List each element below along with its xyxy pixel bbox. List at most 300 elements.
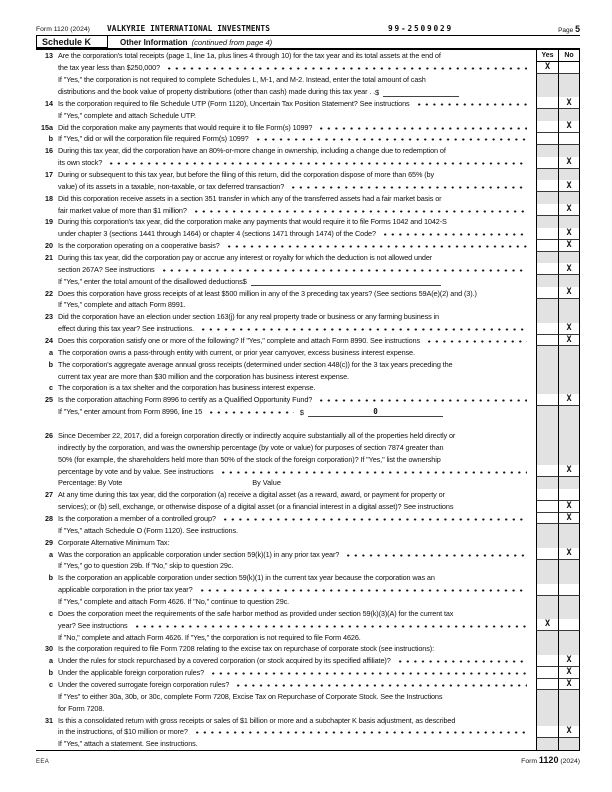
question-number: 24 <box>45 336 53 346</box>
question-number: b <box>48 668 53 678</box>
question-text: During this tax year, did the corporation have an 80%-or-more change in ownership, including a change due to redemption of <box>58 146 446 156</box>
yes-checkbox-cell[interactable] <box>536 513 558 525</box>
question-body <box>53 644 536 653</box>
question-body <box>53 383 536 392</box>
no-checkbox-cell <box>558 596 580 608</box>
yes-checkbox-cell <box>536 86 558 98</box>
yes-checkbox-cell[interactable] <box>536 489 558 501</box>
question-row <box>36 62 580 74</box>
question-text: If "Yes," complete and attach Form 4626. If "No," continue to question 29c. <box>58 596 290 606</box>
question-row <box>36 560 580 572</box>
no-checkbox-cell <box>558 441 580 453</box>
dot-leader <box>222 471 527 474</box>
question-body <box>53 348 536 357</box>
x-mark: X <box>566 121 572 132</box>
question-text: During this tax year, did the corporation pay or accrue any interest or royalty for which the deduction is not allowed under <box>58 253 433 263</box>
no-checkbox-cell[interactable] <box>558 121 580 133</box>
no-checkbox-cell <box>558 536 580 548</box>
yes-checkbox-cell[interactable] <box>536 619 558 631</box>
question-row <box>36 323 580 335</box>
question-number: b <box>48 134 53 144</box>
dollar-sign: $ <box>299 407 304 417</box>
question-row <box>36 275 580 287</box>
yes-checkbox-cell[interactable] <box>536 394 558 406</box>
yes-header: Yes <box>536 50 558 62</box>
ein-number: 99-2509029 <box>388 24 453 33</box>
yes-checkbox-cell[interactable] <box>536 121 558 133</box>
question-text: Is this a consolidated return with gross receipts or sales of $1 billion or more and a subchapter K basis adjustment, as described <box>58 715 456 725</box>
question-text: effect during this tax year? See instructions. <box>58 324 194 334</box>
no-checkbox-cell <box>558 418 580 430</box>
question-row <box>36 86 580 98</box>
yes-checkbox-cell[interactable] <box>536 133 558 145</box>
no-checkbox-cell <box>558 216 580 228</box>
yes-checkbox-cell[interactable] <box>536 465 558 477</box>
question-number: 15a <box>41 122 53 132</box>
yes-checkbox-cell[interactable] <box>536 240 558 252</box>
question-row <box>36 180 580 192</box>
form-footer-label <box>521 755 580 765</box>
question-body <box>53 680 536 689</box>
question-body <box>53 585 536 594</box>
yes-checkbox-cell <box>536 252 558 264</box>
question-body <box>53 633 536 642</box>
question-body <box>53 609 536 618</box>
question-body <box>53 727 536 736</box>
yes-checkbox-cell <box>536 643 558 655</box>
question-body <box>53 561 536 570</box>
question-text: Under the applicable foreign corporation rules? <box>58 668 205 678</box>
no-checkbox-cell <box>558 358 580 370</box>
dot-leader <box>292 186 527 189</box>
question-number: a <box>49 549 53 559</box>
no-checkbox-cell[interactable] <box>558 394 580 406</box>
question-number: a <box>49 347 53 357</box>
no-checkbox-cell <box>558 406 580 418</box>
no-checkbox-cell <box>558 738 580 750</box>
dot-leader <box>347 554 527 557</box>
question-text: distributions and the book value of property distributions (other than cash) made during this tax year . . <box>58 87 376 96</box>
dot-leader <box>210 411 294 414</box>
no-checkbox-cell <box>558 607 580 619</box>
x-mark: X <box>566 228 572 239</box>
no-checkbox-cell[interactable] <box>558 513 580 525</box>
question-row <box>36 287 580 299</box>
dot-leader <box>136 625 527 628</box>
x-mark: X <box>566 322 572 333</box>
yes-checkbox-cell <box>536 631 558 643</box>
x-mark: X <box>566 180 572 191</box>
question-row <box>36 513 580 525</box>
question-row <box>36 726 580 738</box>
question-text: indirectly by the corporation, and was the ownership percentage (by vote or value) for purposes of section 7874 greater than <box>58 442 444 452</box>
yes-checkbox-cell[interactable] <box>536 157 558 169</box>
x-mark: X <box>566 287 572 298</box>
x-mark: X <box>544 619 551 630</box>
no-checkbox-cell[interactable] <box>558 240 580 252</box>
form-id-label: Form 1120 (2024) <box>36 26 90 33</box>
yes-checkbox-cell[interactable] <box>536 263 558 275</box>
question-number: 17 <box>45 170 53 180</box>
question-number: b <box>48 359 53 369</box>
question-row <box>36 252 580 264</box>
no-checkbox-cell[interactable] <box>558 501 580 513</box>
no-checkbox-cell <box>558 145 580 157</box>
no-checkbox-cell[interactable] <box>558 335 580 347</box>
dot-leader <box>399 660 527 663</box>
schedule-title: Other Information <box>120 37 188 47</box>
dot-leader <box>163 269 527 272</box>
question-number: c <box>49 679 53 689</box>
question-row <box>36 382 580 394</box>
question-body <box>53 502 536 511</box>
question-number: c <box>49 383 53 393</box>
question-row <box>36 702 580 714</box>
question-row <box>36 169 580 181</box>
question-number: 30 <box>45 644 53 654</box>
question-row <box>36 667 580 679</box>
yes-checkbox-cell[interactable] <box>536 726 558 738</box>
page-number <box>558 24 580 34</box>
yes-checkbox-cell <box>536 453 558 465</box>
question-row <box>36 240 580 252</box>
no-header: No <box>558 50 580 62</box>
x-mark: X <box>566 263 572 274</box>
question-body <box>53 514 536 523</box>
yes-checkbox-cell <box>536 536 558 548</box>
question-row <box>36 335 580 347</box>
question-row <box>36 441 580 453</box>
no-checkbox-cell[interactable] <box>558 97 580 109</box>
no-checkbox-cell[interactable] <box>558 655 580 667</box>
amount-entry <box>300 407 443 417</box>
dot-leader <box>168 67 527 70</box>
question-text: If "Yes," did or will the corporation file required Form(s) 1099? <box>58 134 249 144</box>
question-row <box>36 216 580 228</box>
question-body <box>53 704 536 713</box>
dot-leader <box>195 210 527 213</box>
question-body <box>53 490 536 499</box>
x-mark: X <box>566 655 572 665</box>
no-checkbox-cell[interactable] <box>558 465 580 477</box>
question-body <box>53 194 536 203</box>
no-checkbox-cell[interactable] <box>558 263 580 275</box>
no-checkbox-cell[interactable] <box>558 62 580 74</box>
yes-checkbox-cell <box>536 738 558 750</box>
question-row <box>36 192 580 204</box>
question-text: 50% (for example, the shareholders held more than 50% of the stock of the foreign corporation)? If "Yes," list the ownership <box>58 454 441 464</box>
dot-leader <box>202 328 527 331</box>
dollar-sign: $ <box>242 277 247 287</box>
question-row <box>36 643 580 655</box>
yes-checkbox-cell[interactable] <box>536 501 558 513</box>
no-checkbox-cell <box>558 74 580 86</box>
taxpayer-name: VALKYRIE INTERNATIONAL INVESTMENTS <box>107 24 270 33</box>
question-body <box>53 146 536 155</box>
yes-checkbox-cell[interactable] <box>536 228 558 240</box>
question-number: 19 <box>45 217 53 227</box>
no-checkbox-cell[interactable] <box>558 287 580 299</box>
question-body <box>53 158 536 167</box>
question-body <box>53 265 536 274</box>
yes-checkbox-cell <box>536 382 558 394</box>
question-row <box>36 204 580 216</box>
question-body <box>53 538 536 547</box>
question-text: Was the corporation an applicable corporation under section 59(k)(1) in any prior tax year? <box>58 549 340 559</box>
dot-leader <box>320 399 527 402</box>
yes-checkbox-cell <box>536 607 558 619</box>
dot-leader <box>237 684 527 687</box>
no-checkbox-cell[interactable] <box>558 619 580 631</box>
no-checkbox-cell <box>558 572 580 584</box>
question-row <box>36 346 580 358</box>
question-body <box>53 312 536 321</box>
question-text: Are the corporation's total receipts (page 1, line 1a, plus lines 4 through 10) for the tax year and its total assets at the end of <box>58 51 441 61</box>
yes-checkbox-cell <box>536 418 558 430</box>
yes-checkbox-cell <box>536 109 558 121</box>
yes-checkbox-cell <box>536 370 558 382</box>
question-body <box>53 573 536 582</box>
question-text: year? See instructions <box>58 620 128 630</box>
yes-checkbox-cell <box>536 346 558 358</box>
question-body <box>53 99 536 108</box>
question-body <box>53 217 536 226</box>
question-row <box>36 655 580 667</box>
yes-checkbox-cell[interactable] <box>536 180 558 192</box>
schedule-k-label: Schedule K <box>36 36 108 48</box>
no-checkbox-cell <box>558 477 580 489</box>
yes-checkbox-cell <box>536 299 558 311</box>
question-number: a <box>49 656 53 666</box>
no-checkbox-cell[interactable] <box>558 667 580 679</box>
question-row <box>36 370 580 382</box>
question-text: in the instructions, of $10 million or more? <box>58 727 188 737</box>
yes-checkbox-cell <box>536 572 558 584</box>
dot-leader <box>224 518 527 521</box>
question-body <box>53 395 536 404</box>
dot-leader <box>418 103 527 106</box>
question-row <box>36 109 580 121</box>
question-text: current tax year are more than $30 million and the corporation has business interest expense. <box>58 371 350 381</box>
question-row <box>36 406 580 418</box>
question-row <box>36 501 580 513</box>
question-text: Under the rules for stock repurchased by a covered corporation (or stock acquired by its specified affiliate)? <box>58 656 391 666</box>
amount-field[interactable]: 0 <box>308 407 443 417</box>
question-number: 28 <box>45 513 53 523</box>
question-body <box>53 300 536 309</box>
question-body <box>53 336 536 345</box>
question-row <box>36 714 580 726</box>
yes-checkbox-cell <box>536 702 558 714</box>
no-checkbox-cell <box>558 370 580 382</box>
question-text: If "Yes," attach Schedule O (Form 1120). See instructions. <box>58 525 238 535</box>
no-checkbox-cell <box>558 169 580 181</box>
question-text: If "Yes," complete and attach Schedule UTP. <box>58 110 196 120</box>
x-mark: X <box>566 465 572 476</box>
question-row <box>36 679 580 691</box>
question-body <box>53 170 536 179</box>
question-body <box>53 455 536 464</box>
question-row <box>36 477 580 489</box>
x-mark: X <box>566 512 572 523</box>
x-mark: X <box>566 204 572 215</box>
question-text: If "Yes," attach a statement. See instructions. <box>58 739 198 749</box>
question-text: Is the corporation an applicable corporation under section 59(k)(1) in the current tax year because the corporation was an <box>58 573 435 583</box>
question-number: b <box>48 573 53 583</box>
yes-checkbox-cell <box>536 169 558 181</box>
dot-leader <box>384 233 527 236</box>
question-body <box>53 360 536 369</box>
question-text: Did the corporation have an election under section 163(j) for any real property trade or business or any farming business in <box>58 312 439 322</box>
yes-checkbox-cell <box>536 74 558 86</box>
question-body <box>53 443 536 452</box>
question-body <box>53 407 536 417</box>
yes-checkbox-cell[interactable] <box>536 667 558 679</box>
no-checkbox-cell <box>558 643 580 655</box>
x-mark: X <box>544 62 551 73</box>
yes-checkbox-cell[interactable] <box>536 584 558 596</box>
yes-checkbox-cell <box>536 524 558 536</box>
question-text: At any time during this tax year, did the corporation (a) receive a digital asset (as a reward, award, or payment for property or <box>58 490 445 500</box>
dot-leader <box>201 589 527 592</box>
question-number: 31 <box>45 715 53 725</box>
question-body <box>53 597 536 606</box>
question-text: If "Yes," enter the total amount of the disallowed deductions <box>58 276 243 286</box>
yes-checkbox-cell[interactable] <box>536 335 558 347</box>
no-checkbox-cell <box>558 690 580 702</box>
x-mark: X <box>566 334 572 345</box>
question-body <box>53 276 536 286</box>
question-body <box>53 656 536 665</box>
question-row <box>36 619 580 631</box>
dot-leader <box>228 245 527 248</box>
question-row <box>36 299 580 311</box>
no-checkbox-cell[interactable] <box>558 323 580 335</box>
no-checkbox-cell[interactable] <box>558 584 580 596</box>
x-mark: X <box>566 239 572 250</box>
question-row <box>36 631 580 643</box>
question-text: The corporation owns a pass-through entity with current, or prior year carryover, excess business interest expense. <box>58 347 415 357</box>
yes-checkbox-cell[interactable] <box>536 62 558 74</box>
no-checkbox-cell <box>558 453 580 465</box>
dot-leader <box>110 162 527 165</box>
no-checkbox-cell <box>558 714 580 726</box>
no-checkbox-cell <box>558 346 580 358</box>
yes-checkbox-cell <box>536 560 558 572</box>
question-text: If "Yes," the corporation is not required to complete Schedules L, M-1, and M-2. Instead, enter the total amount of cash <box>58 75 426 85</box>
question-number: 23 <box>45 312 53 322</box>
yes-checkbox-cell[interactable] <box>536 287 558 299</box>
amount-field[interactable] <box>383 87 459 97</box>
yes-checkbox-cell[interactable] <box>536 679 558 691</box>
question-text: applicable corporation in the prior tax year? <box>58 585 193 595</box>
no-checkbox-cell <box>558 192 580 204</box>
question-body <box>53 739 536 748</box>
question-body <box>53 716 536 725</box>
question-text: Is the corporation a member of a controlled group? <box>58 513 216 523</box>
no-checkbox-cell <box>558 299 580 311</box>
no-checkbox-cell <box>558 524 580 536</box>
question-text: Is the corporation operating on a cooperative basis? <box>58 241 220 251</box>
question-row <box>36 74 580 86</box>
question-body <box>53 63 536 72</box>
software-id-label: EEA <box>36 759 50 765</box>
dollar-sign: $ <box>375 87 380 97</box>
question-row <box>36 548 580 560</box>
question-body <box>53 324 536 333</box>
no-checkbox-cell[interactable] <box>558 157 580 169</box>
yes-checkbox-cell[interactable] <box>536 548 558 560</box>
question-text: Since December 22, 2017, did a foreign corporation directly or indirectly acquire substantially all of the properties held directly or <box>58 430 456 440</box>
x-mark: X <box>566 500 572 511</box>
no-checkbox-cell <box>558 702 580 714</box>
question-row <box>36 145 580 157</box>
question-text: value) of its assets in a taxable, non-taxable, or tax deferred transaction? <box>58 181 285 191</box>
question-row <box>36 394 580 406</box>
dot-leader <box>257 138 527 141</box>
schedule-k-bar <box>36 35 580 50</box>
question-row <box>36 157 580 169</box>
page-word: Page <box>558 27 574 34</box>
dot-leader <box>428 340 527 343</box>
yes-checkbox-cell[interactable] <box>536 655 558 667</box>
no-checkbox-cell[interactable] <box>558 204 580 216</box>
question-text: Is the corporation required to file Schedule UTP (Form 1120), Uncertain Tax Position Statement? See instructions <box>58 98 410 108</box>
question-text: During or subsequent to this tax year, but before the filing of this return, did the corporation dispose of more than 65% (by <box>58 170 435 180</box>
x-mark: X <box>566 394 572 405</box>
question-text: If "Yes," go to question 29b. If "No," skip to question 29c. <box>58 561 234 571</box>
no-checkbox-cell <box>558 109 580 121</box>
no-checkbox-cell[interactable] <box>558 679 580 691</box>
yes-checkbox-cell[interactable] <box>536 97 558 109</box>
question-text: fair market value of more than $1 million? <box>58 205 187 215</box>
question-number: c <box>49 608 53 618</box>
question-row <box>36 738 580 750</box>
form-number: 1120 <box>538 755 559 765</box>
dot-leader <box>196 731 527 734</box>
no-checkbox-cell[interactable] <box>558 489 580 501</box>
question-number: 16 <box>45 146 53 156</box>
question-number: 29 <box>45 537 53 547</box>
no-checkbox-cell[interactable] <box>558 133 580 145</box>
yes-checkbox-cell[interactable] <box>536 323 558 335</box>
question-text: Does this corporation have gross receipts of at least $500 million in any of the 3 preceding tax years? (See sections 59A(e)(2) and (3).) <box>58 288 477 298</box>
question-body <box>53 253 536 262</box>
no-checkbox-cell <box>558 430 580 442</box>
question-row <box>36 596 580 608</box>
question-row <box>36 465 580 477</box>
no-checkbox-cell[interactable] <box>558 726 580 738</box>
yes-checkbox-cell <box>536 275 558 287</box>
no-checkbox-cell <box>558 631 580 643</box>
x-mark: X <box>566 97 572 108</box>
question-row <box>36 453 580 465</box>
no-checkbox-cell[interactable] <box>558 180 580 192</box>
question-body <box>53 372 536 381</box>
amount-field[interactable] <box>251 276 441 286</box>
yes-checkbox-cell[interactable] <box>536 204 558 216</box>
dot-leader <box>320 127 527 130</box>
question-number: 27 <box>45 490 53 500</box>
question-body <box>53 182 536 191</box>
question-body <box>53 692 536 701</box>
question-row <box>36 121 580 133</box>
no-checkbox-cell[interactable] <box>558 548 580 560</box>
question-text: Did the corporation make any payments that would require it to file Form(s) 1099? <box>58 122 313 132</box>
no-checkbox-cell <box>558 275 580 287</box>
no-checkbox-cell[interactable] <box>558 228 580 240</box>
x-mark: X <box>566 666 572 677</box>
